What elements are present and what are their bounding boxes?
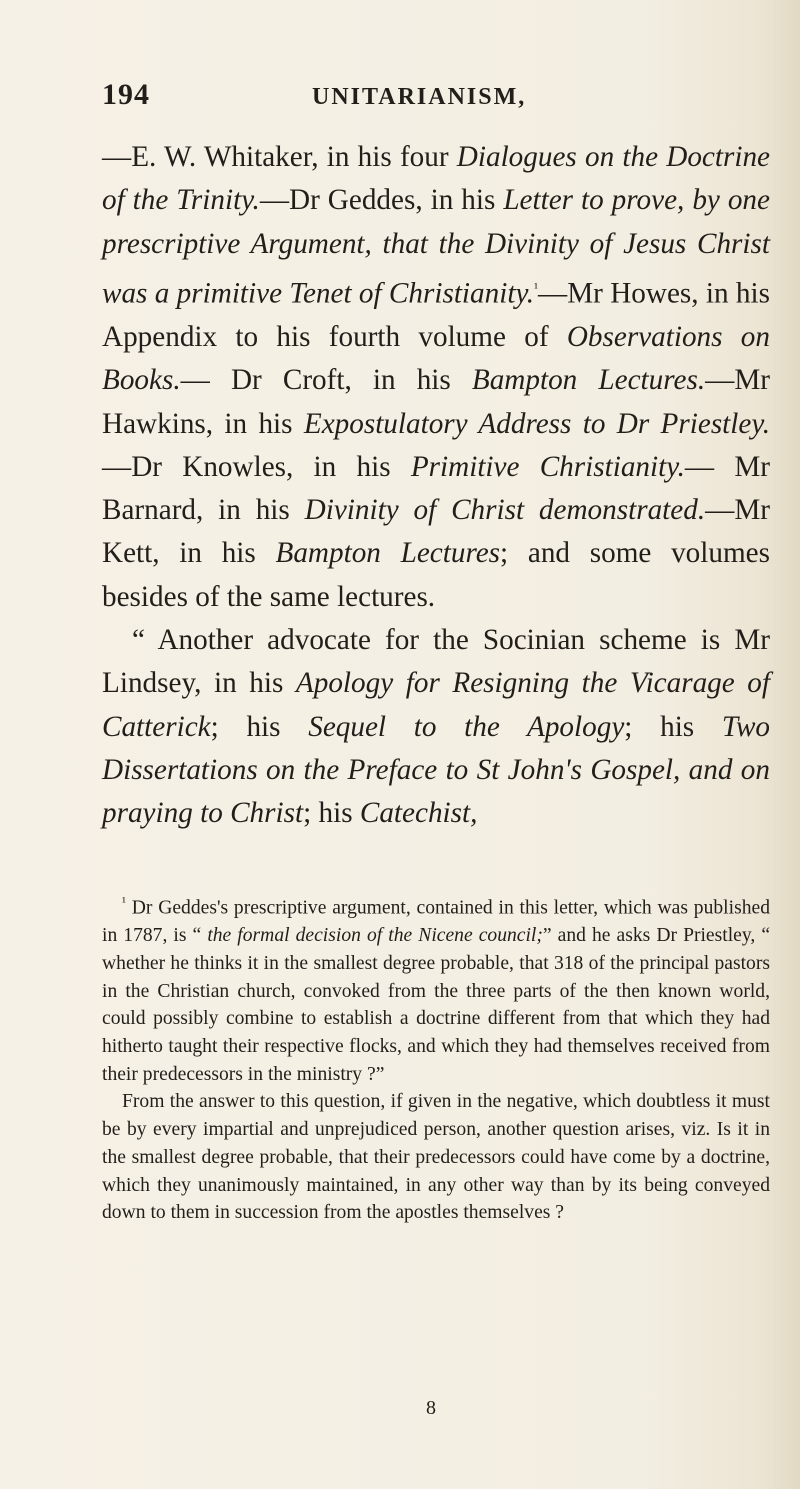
italic-title: Two Dissertations on the Preface to St John's Gospel, and on praying to Christ (102, 710, 771, 830)
text-run: —E. W. Whitaker, in his four (102, 141, 457, 173)
signature-mark: 8 (426, 1397, 436, 1419)
footnote-marker: ¹ (534, 279, 538, 295)
text-run: — Mr Barnard, in his (102, 450, 770, 527)
italic-title: Catechist, (359, 797, 478, 830)
italic-title: Expostulatory Address to Dr Priestley. (303, 407, 770, 440)
italic-title: Bampton Lectures. (471, 364, 706, 397)
italic-title: Observations on Books. (102, 320, 770, 397)
text-run: ; his (210, 710, 309, 743)
italic-title: Bampton Lectures (275, 537, 501, 570)
page-header (102, 78, 762, 118)
footnotes (102, 888, 770, 1227)
text-run: ; and some volumes besides of the same lectures. (102, 537, 770, 613)
italic-title: Letter to prove, by one prescriptive Argument, that the Divinity of Jesus Christ was a primitive Tenet of Christianity. (102, 184, 770, 310)
italic-title: the formal decision of the Nicene council; (207, 925, 543, 947)
footnote-continuation (102, 1088, 770, 1227)
text-run: ; his (624, 710, 722, 743)
page-number: 194 (102, 78, 150, 111)
text-run: — Dr Croft, in his (180, 364, 472, 397)
text-run: —Mr Kett, in his (102, 494, 770, 570)
text-run: ” and he asks Dr Priestley, “ whether he thinks it in the smallest degree probable, that 318 of the principal pastors in the Christian church, convoked from the three parts of the then known world, could possibly combine to establish a doctrine different from that which they had hitherto taught their respective flocks, and which they had themselves received from their predecessors in the ministry ?” (102, 925, 771, 1085)
italic-title: Apology for Resigning the Vicarage of Catterick (102, 667, 770, 743)
text-run: Dr Geddes's prescriptive argument, contained in this letter, which was published in 1787, is “ (102, 897, 770, 947)
italic-title: Dialogues on the Doctrine of the Trinity. (102, 141, 770, 217)
footnote-geddes (102, 888, 770, 1088)
text-run: —Dr Knowles, in his (102, 450, 411, 483)
text-run: ; his (303, 797, 360, 830)
text-run: —Mr Hawkins, in his (102, 364, 770, 440)
italic-title: Sequel to the Apology (308, 710, 625, 743)
footnote-marker: ¹ (122, 894, 126, 909)
paragraph-list-of-authors (102, 136, 770, 619)
text-run: —Dr Geddes, in his (259, 184, 504, 217)
text-run: From the answer to this question, if given in the negative, which doubtless it must be by every impartial and unprejudiced person, another question arises, viz. Is it in the smallest degree probable, that their predecessors could have come by a doctrine, which they unanimously maintained, in any other way than by its being conveyed down to them in succession from the apostles themselves ? (102, 1091, 770, 1224)
italic-title: Primitive Christianity. (410, 450, 685, 483)
italic-title: Divinity of Christ demonstrated. (304, 494, 706, 527)
text-run: —Mr Howes, in his Appendix to his fourth volume of (102, 277, 770, 353)
text-run: “ Another advocate for the Socinian scheme is Mr Lindsey, in his (102, 624, 770, 700)
paragraph-socinian-advocate (102, 619, 770, 835)
running-title: UNITARIANISM, (312, 84, 527, 110)
main-text (102, 136, 770, 835)
